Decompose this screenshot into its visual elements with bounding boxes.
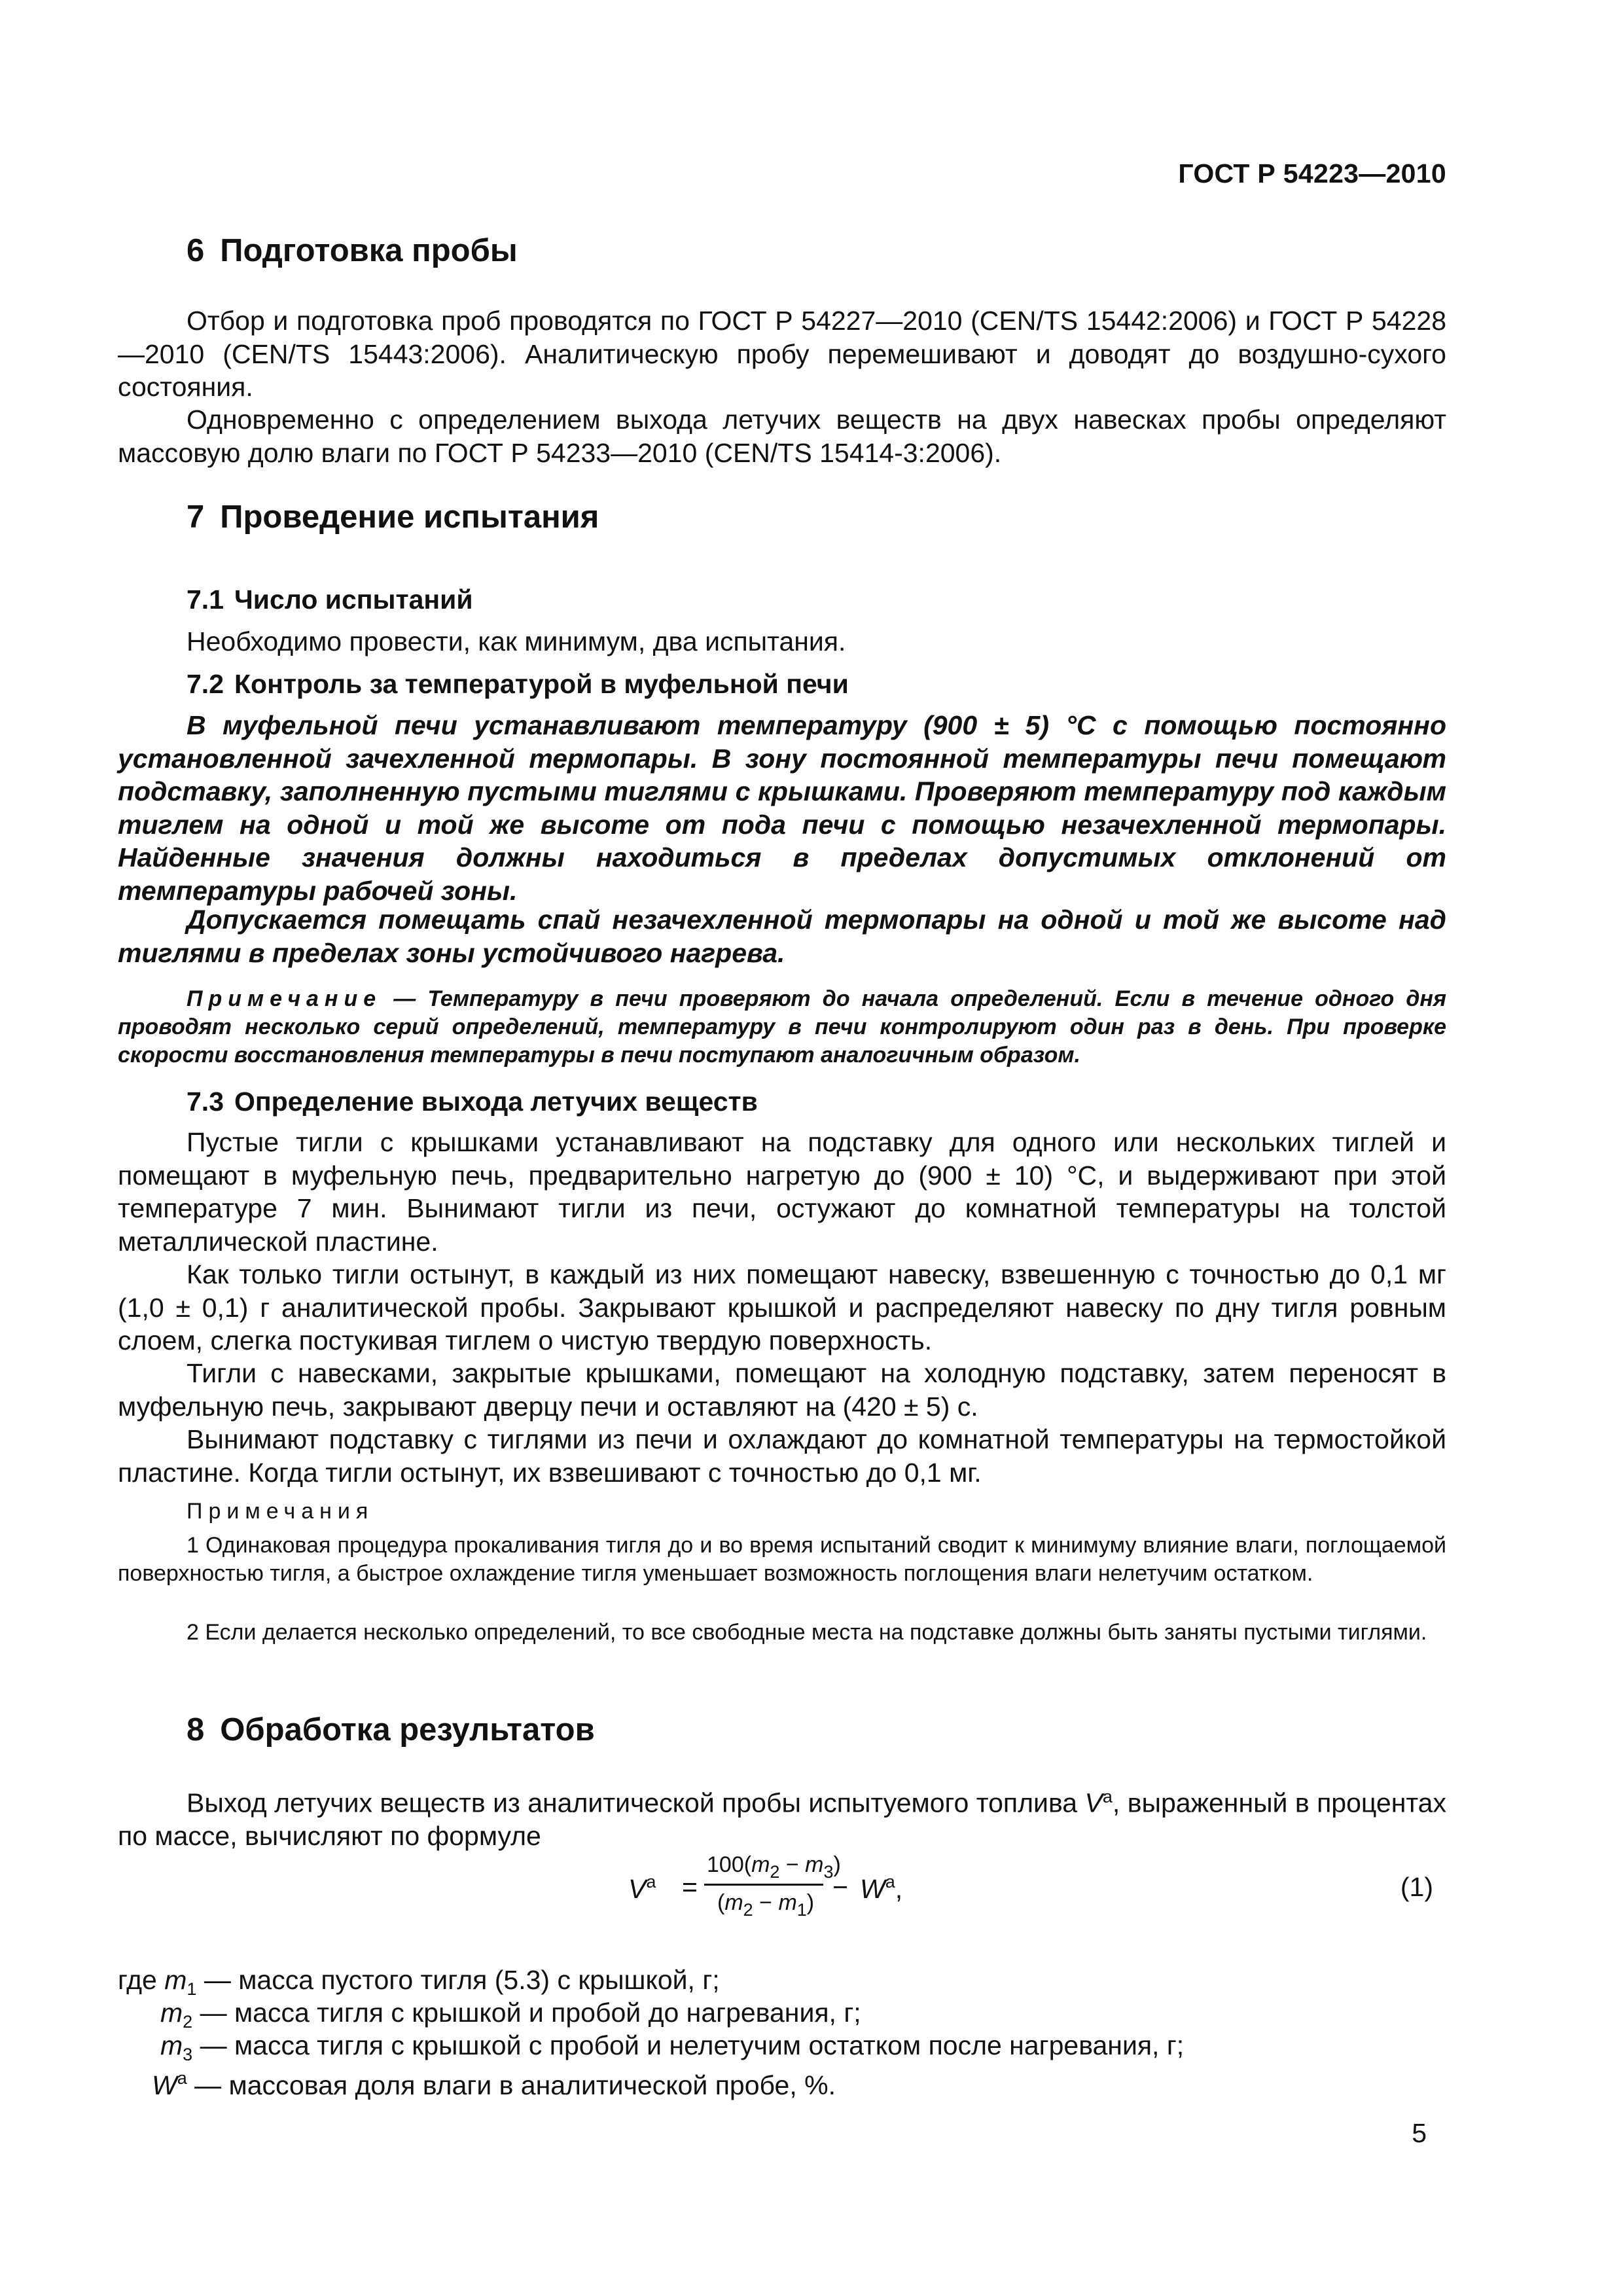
section-8-heading xyxy=(187,1712,595,1748)
formula-lhs: $V^a$ xyxy=(628,1872,656,1904)
emphasized-paragraph: В муфельной печи устанавливают температуру (900 ± 5) °С с помощью постоянно установленной зачехленной термопары. В зону постоянной температуры печи помещают подставку, заполненную пустыми тиглями с крышками. Проверяют температуру под каждым тиглем на одной и той же высоте от пода печи с помощью незачехленной термопары. Найденные значения должны находиться в пределах допустимых отклонений от температуры рабочей зоны. xyxy=(118,710,1446,906)
section-title: Проведение испытания xyxy=(220,499,599,535)
section-title: Обработка результатов xyxy=(220,1712,595,1748)
subsection-title: Число испытаний xyxy=(234,584,473,615)
intro-text: , выраженный в процентах по массе, вычисляют по формуле xyxy=(118,1787,1446,1852)
subsection-7-2-heading xyxy=(187,669,849,700)
note-item: 2 Если делается несколько определений, то все свободные места на подставке должны быть заняты пустыми тиглями. xyxy=(187,1620,1427,1645)
subsection-title: Определение выхода летучих веществ xyxy=(234,1086,758,1117)
variable-definition: $m_3$ — масса тигля с крышкой с пробой и нелетучим остатком после нагревания, г; xyxy=(160,2030,1185,2064)
section-title: Подготовка пробы xyxy=(220,233,518,268)
variable-definition: где $m_1$ — масса пустого тигля (5.3) с крышкой, г; xyxy=(118,1965,720,1999)
formula-equals: = xyxy=(682,1872,698,1902)
section-6-heading xyxy=(187,232,518,269)
emphasized-paragraph: Допускается помещать спай незачехленной термопары на одной и той же высоте над тиглями в пределах зоны устойчивого нагрева. xyxy=(118,905,1446,968)
note-text: — Температуру в печи проверяют до начала определений. Если в течение одного дня проводят несколько серий определений, температуру в печи контролируют один раз в день. При проверке скорости восстановления температуры в печи поступают аналогичным образом. xyxy=(118,986,1446,1067)
formula-numerator: $100(m_2 - m_3)$ xyxy=(707,1852,841,1882)
paragraph: Тигли с навесками, закрытые крышками, помещают на холодную подставку, затем переносят в муфельную печь, закрывают дверцу печи и оставляют на (420 ± 5) с. xyxy=(118,1358,1446,1422)
paragraph xyxy=(118,1780,1446,1853)
subsection-number: 7.1 xyxy=(187,584,224,615)
volatile-symbol: V xyxy=(1084,1787,1103,1818)
paragraph: Пустые тигли с крышками устанавливают на подставку для одного или нескольких тиглей и помещают в муфельную печь, предварительно нагретую до (900 ± 10) °С, и выдерживают при этой температуре 7 мин. Вынимают тигли из печи, остужают до комнатной температуры на толстой металлической пластине. xyxy=(118,1127,1446,1257)
variable-definition: $m_2$ — масса тигля с крышкой и пробой до нагревания, г; xyxy=(160,1998,861,2032)
formula-moisture-term: $W^a$, xyxy=(860,1872,903,1904)
paragraph: Как только тигли остынут, в каждый из них помещают навеску, взвешенную с точностью до 0,1 мг (1,0 ± 0,1) г аналитической пробы. Закрывают крышкой и распределяют навеску по дну тигля ровным слоем, слегка постукивая тиглем о чистую твердую поверхность. xyxy=(118,1259,1446,1355)
subsection-number: 7.2 xyxy=(187,669,224,699)
section-number: 7 xyxy=(187,499,205,535)
note-item: 1 Одинаковая процедура прокаливания тигля до и во время испытаний сводит к минимуму влияние влаги, поглощаемой поверхностью тигля, а быстрое охлаждение тигля уменьшает возможность поглощения влаги нелетучим остатком. xyxy=(118,1533,1446,1586)
notes-title: Примечания xyxy=(187,1499,374,1524)
subsection-7-3-heading xyxy=(187,1086,758,1117)
subsection-title: Контроль за температурой в муфельной печи xyxy=(234,669,849,699)
intro-text: Выход летучих веществ из аналитической пробы испытуемого топлива xyxy=(187,1787,1085,1818)
page-number: 5 xyxy=(1412,2118,1427,2148)
formula-denominator: $(m_2 - m_1)$ xyxy=(717,1890,815,1920)
fraction-bar xyxy=(704,1884,823,1886)
subsection-number: 7.3 xyxy=(187,1086,224,1117)
paragraph: Отбор и подготовка проб проводятся по ГОСТ Р 54227—2010 (CEN/TS 15442:2006) и ГОСТ Р 54228—2010 (CEN/TS 15443:2006). Аналитическую пробу перемешивают и доводят до воздушно-сухого состояния. xyxy=(118,306,1446,402)
paragraph: Необходимо провести, как минимум, два испытания. xyxy=(187,626,846,656)
variable-definition: $W^a$ — массовая доля влаги в аналитической пробе, %. xyxy=(152,2068,836,2100)
standard-code: ГОСТ Р 54223—2010 xyxy=(1178,158,1446,188)
section-number: 8 xyxy=(187,1712,205,1748)
note xyxy=(118,985,1446,1069)
formula xyxy=(628,1852,969,1931)
formula-minus: − xyxy=(832,1872,848,1902)
note-label: Примечание xyxy=(187,986,382,1011)
volatile-symbol-sup: a xyxy=(1102,1787,1113,1806)
section-number: 6 xyxy=(187,233,205,268)
paragraph: Вынимают подставку с тиглями из печи и охлаждают до комнатной температуры на термостойкой пластине. Когда тигли остынут, их взвешивают с точностью до 0,1 мг. xyxy=(118,1424,1446,1488)
section-7-heading xyxy=(187,499,599,535)
where-word: где xyxy=(118,1965,157,1995)
paragraph: Одновременно с определением выхода летучих веществ на двух навесках пробы определяют массовую долю влаги по ГОСТ Р 54233—2010 (CEN/TS 15414-3:2006). xyxy=(118,404,1446,468)
equation-number: (1) xyxy=(1400,1872,1433,1902)
subsection-7-1-heading xyxy=(187,584,473,615)
